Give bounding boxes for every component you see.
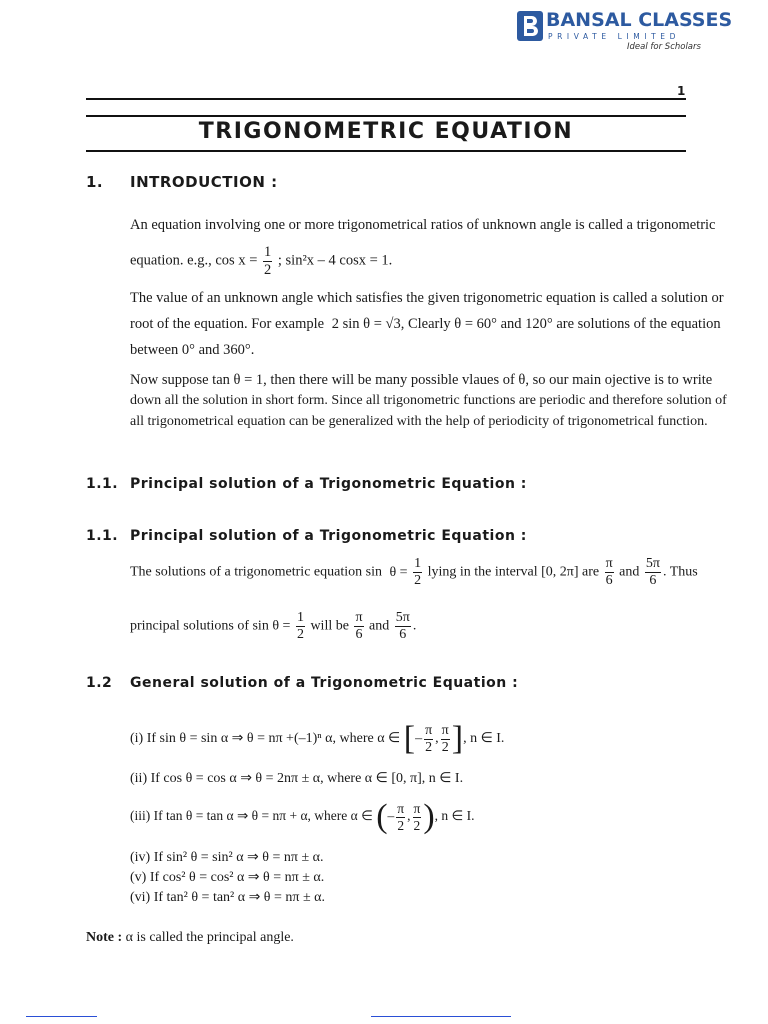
text: root of the equation. For example — [130, 316, 325, 332]
fraction-numerator: π — [605, 556, 613, 571]
paragraph-line: all trigonometrical equation can be generalized with the help of periodicity of trigonometrical function. — [130, 414, 708, 429]
text: . Thus — [662, 564, 698, 580]
fraction — [395, 611, 411, 642]
note-label: Note : — [86, 930, 123, 945]
text: (i) If sin θ = sin α ⇒ θ = nπ +(–1)ⁿ α, where α ∈ — [130, 731, 401, 747]
solution-item: (v) If cos² θ = cos² α ⇒ θ = nπ ± α. — [130, 870, 325, 885]
brand-tagline: Ideal for Scholars — [627, 42, 701, 52]
fraction-denominator: 2 — [296, 627, 304, 642]
equation-text: equation. e.g., cos x = — [130, 252, 258, 269]
section-heading: Principal solution of a Trigonometric Equation : — [130, 528, 527, 544]
paragraph-line: between 0° and 360°. — [130, 342, 255, 358]
section-heading: General solution of a Trigonometric Equation : — [130, 675, 519, 691]
fraction-denominator: 2 — [413, 817, 421, 833]
solution-item: (iii) If tan θ = tan α ⇒ θ = nπ + α, where α ∈ (– $\frac{\pi}{2}$ , $\frac{\pi}{2}$ ), n ∈ I. — [130, 798, 475, 835]
equation-line — [130, 611, 416, 642]
page-number: 1 — [677, 84, 686, 98]
section-number: 1.1. — [86, 528, 119, 544]
text: and — [369, 618, 390, 634]
fraction — [645, 557, 661, 588]
fraction-numerator: 1 — [264, 244, 272, 260]
text: . — [412, 618, 417, 634]
fraction-denominator: 2 — [414, 573, 422, 588]
equation-line — [130, 557, 698, 588]
note-text: α is called the principal angle. — [125, 930, 294, 945]
brand-subtitle: PRIVATE LIMITED — [548, 32, 681, 41]
fraction-numerator: π — [441, 722, 449, 738]
text: (iii) If tan θ = tan α ⇒ θ = nπ + α, where α ∈ — [130, 808, 373, 824]
section-number: 1. — [86, 173, 104, 191]
right-paren: ) — [423, 798, 435, 835]
text: , n ∈ I. — [434, 808, 475, 824]
fraction — [263, 245, 272, 277]
inline-equation: 2 sin θ = √3 — [331, 316, 401, 332]
text: will be — [310, 618, 349, 634]
paragraph-line: down all the solution in short form. Since all trigonometric functions are periodic and therefore solution of — [130, 393, 727, 408]
paragraph-line: Now suppose tan θ = 1, then there will be many possible vlaues of θ, so our main ojective is to write — [130, 372, 713, 388]
left-paren: ( — [376, 798, 388, 835]
footer-link[interactable] — [26, 1016, 97, 1017]
text: lying in the interval [0, 2π] are — [427, 564, 600, 580]
text: θ = — [389, 564, 408, 580]
solution-item: (vi) If tan² θ = tan² α ⇒ θ = nπ ± α. — [130, 890, 325, 905]
text: – — [415, 731, 423, 747]
fraction — [605, 557, 614, 588]
equation-line — [130, 245, 392, 277]
fraction-numerator: π — [425, 722, 433, 738]
fraction — [413, 802, 422, 832]
section-number: 1.1. — [86, 476, 119, 492]
section-heading: Principal solution of a Trigonometric Equation : — [130, 476, 527, 492]
section-heading: INTRODUCTION : — [130, 173, 278, 191]
fraction-numerator: π — [413, 801, 421, 816]
fraction-numerator: 5π — [395, 610, 410, 625]
left-bracket: [ — [403, 720, 416, 757]
right-bracket: ] — [451, 720, 464, 757]
fraction — [396, 802, 405, 832]
fraction-numerator: 1 — [414, 556, 422, 571]
fraction-numerator: π — [355, 610, 363, 625]
brand-logo — [516, 9, 733, 54]
paragraph-line — [130, 314, 721, 334]
fraction-denominator: 2 — [425, 739, 433, 755]
fraction — [413, 557, 422, 588]
solution-item: (ii) If cos θ = cos α ⇒ θ = 2nπ ± α, where α ∈ [0, π], n ∈ I. — [130, 771, 464, 786]
fraction-numerator: 1 — [296, 610, 304, 625]
paragraph: The value of an unknown angle which satisfies the given trigonometric equation is called a solution or — [130, 290, 724, 306]
header-rule — [86, 98, 686, 100]
text: , Clearly θ = 60° and 120° are solutions of the equation — [400, 316, 721, 332]
footer-link[interactable] — [371, 1016, 511, 1017]
note — [86, 928, 294, 948]
fraction-denominator: 6 — [605, 573, 613, 588]
fraction-denominator: 6 — [355, 627, 363, 642]
fraction-denominator: 2 — [264, 261, 272, 278]
fraction-numerator: π — [397, 801, 405, 816]
text: and — [619, 564, 640, 580]
fraction-denominator: 2 — [441, 739, 449, 755]
brand-emblem-icon — [516, 10, 544, 42]
solution-item: (i) If sin θ = sin α ⇒ θ = nπ +(–1)ⁿ α, where α ∈ [– $\frac{\pi}{2}$ , $\frac{\pi}{2}$ ], n ∈ I. — [130, 720, 505, 757]
text: , n ∈ I. — [463, 731, 505, 747]
paragraph: An equation involving one or more trigonometrical ratios of unknown angle is called a trigonometric — [130, 217, 716, 233]
fraction — [441, 724, 450, 755]
fraction-denominator: 2 — [397, 817, 405, 833]
text: – — [387, 808, 395, 824]
fraction-denominator: 6 — [649, 573, 657, 588]
section-number: 1.2 — [86, 675, 113, 691]
fraction — [354, 611, 363, 642]
page-title: TRIGONOMETRIC EQUATION — [198, 119, 574, 144]
fraction — [296, 611, 305, 642]
text: The solutions of a trigonometric equation sin — [130, 564, 382, 580]
fraction — [424, 724, 433, 755]
solution-item: (iv) If sin² θ = sin² α ⇒ θ = nπ ± α. — [130, 850, 324, 865]
brand-name: BANSAL CLASSES — [546, 9, 733, 31]
title-bottom-rule — [86, 150, 686, 152]
equation-text: ; sin²x – 4 cosx = 1. — [277, 252, 393, 269]
fraction-numerator: 5π — [645, 556, 660, 571]
fraction-denominator: 6 — [399, 627, 407, 642]
title-top-rule — [86, 115, 686, 117]
text: principal solutions of sin θ = — [130, 618, 291, 634]
